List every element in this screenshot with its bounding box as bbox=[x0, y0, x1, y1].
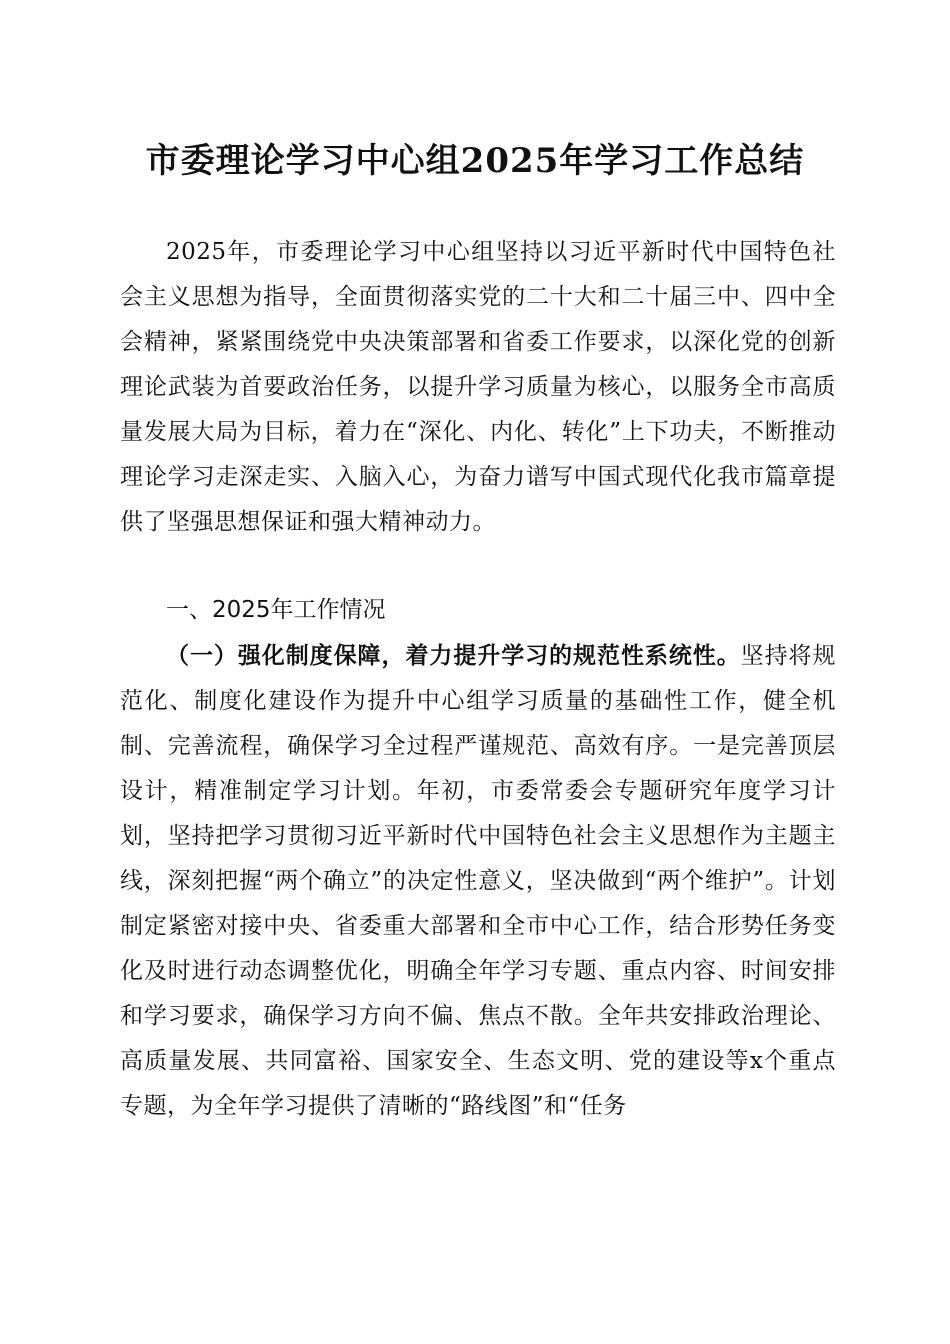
subsection-paragraph bbox=[120, 633, 836, 1129]
subsection-body: 坚持将规范化、制度化建设作为提升中心组学习质量的基础性工作，健全机制、完善流程，确保学习全过程严谨规范、高效有序。一是完善顶层设计，精准制定学习计划。年初，市委常委会专题研究年度学习计划，坚持把学习贯彻习近平新时代中国特色社会主义思想作为主题主线，深刻把握“两个确立”的决定性意义，坚决做到“两个维护”。计划制定紧密对接中央、省委重大部署和全市中心工作，结合形势任务变化及时进行动态调整优化，明确全年学习专题、重点内容、时间安排和学习要求，确保学习方向不偏、焦点不散。全年共安排政治理论、高质量发展、共同富裕、国家安全、生态文明、党的建设等x个重点专题，为全年学习提供了清晰的“路线图”和“任务 bbox=[120, 643, 837, 1119]
intro-paragraph: 2025年，市委理论学习中心组坚持以习近平新时代中国特色社会主义思想为指导，全面贯彻落实党的二十大和二十届三中、四中全会精神，紧紧围绕党中央决策部署和省委工作要求，以深化党的创新理论武装为首要政治任务，以提升学习质量为核心，以服务全市高质量发展大局为目标，着力在“深化、内化、转化”上下功夫，不断推动理论学习走深走实、入脑入心，为奋力谱写中国式现代化我市篇章提供了坚强思想保证和强大精神动力。 bbox=[120, 239, 836, 535]
section-heading: 一、2025年工作情况 bbox=[166, 597, 386, 623]
document-title: 市委理论学习中心组2025年学习工作总结 bbox=[145, 141, 805, 181]
subsection-lead: （一）强化制度保障，着力提升学习的规范性系统性。 bbox=[166, 642, 741, 669]
